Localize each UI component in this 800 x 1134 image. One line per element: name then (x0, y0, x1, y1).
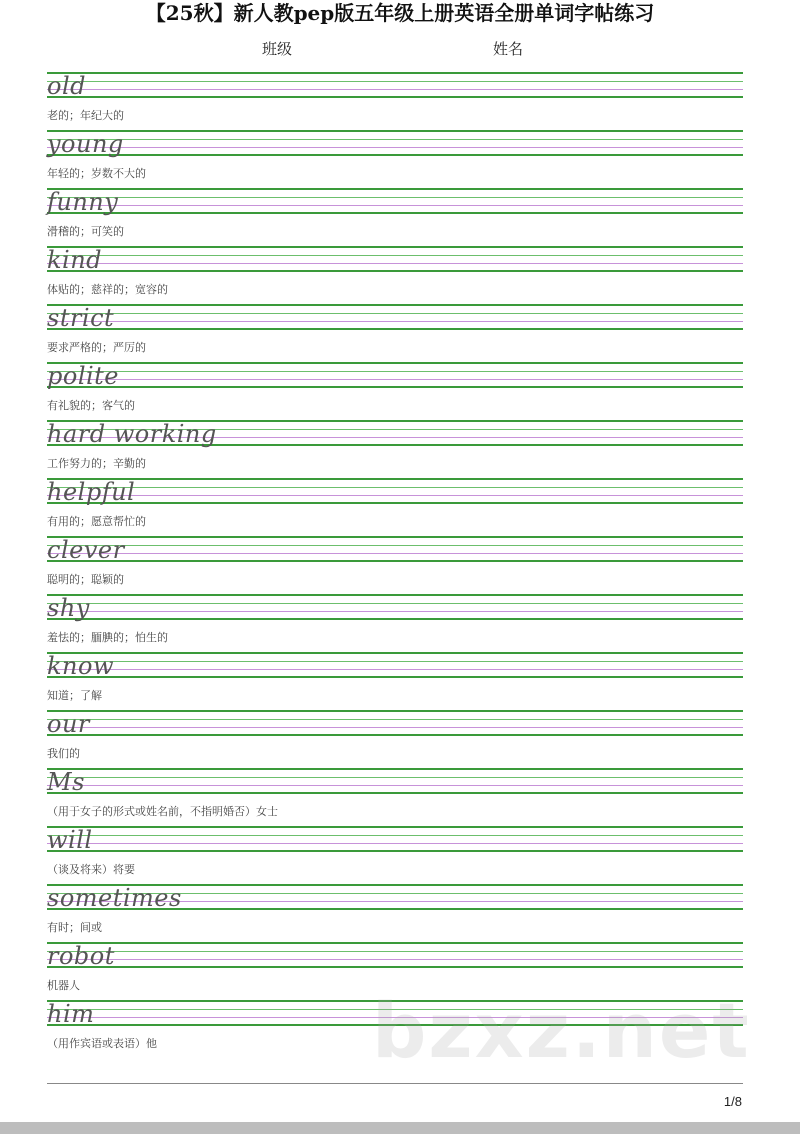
guide-line (47, 835, 743, 836)
english-word: clever (47, 536, 125, 564)
class-label: 班级 (262, 40, 293, 58)
guide-line (47, 560, 743, 562)
guide-line (47, 661, 743, 662)
word-entry (47, 710, 743, 768)
chinese-meaning: （用作宾语或表语）他 (47, 1037, 157, 1050)
guide-line (47, 81, 743, 82)
watermark: bzxz.net (372, 986, 751, 1075)
guide-line (47, 197, 743, 198)
english-word: know (47, 652, 114, 680)
guide-line (47, 147, 743, 148)
guide-line (47, 478, 743, 480)
guide-line (47, 603, 743, 604)
word-entry (47, 478, 743, 536)
chinese-meaning: 工作努力的；辛勤的 (47, 457, 146, 470)
word-entry (47, 246, 743, 304)
guide-line (47, 719, 743, 720)
chinese-meaning: （谈及将来）将要 (47, 863, 135, 876)
guide-line (47, 270, 743, 272)
guide-line (47, 536, 743, 538)
chinese-meaning: 聪明的；聪颖的 (47, 573, 124, 586)
word-entry (47, 768, 743, 826)
english-word: young (47, 130, 124, 158)
chinese-meaning: 知道；了解 (47, 689, 102, 702)
english-word: polite (47, 362, 120, 390)
guide-line (47, 676, 743, 678)
english-word: old (47, 72, 86, 100)
guide-line (47, 951, 743, 952)
guide-line (47, 792, 743, 794)
guide-line (47, 495, 743, 496)
chinese-meaning: 老的；年纪大的 (47, 109, 124, 122)
english-word: funny (47, 188, 119, 216)
guide-line (47, 130, 743, 132)
guide-line (47, 652, 743, 654)
chinese-meaning: 体贴的；慈祥的；宽容的 (47, 283, 168, 296)
chinese-meaning: 我们的 (47, 747, 80, 760)
english-word: hard working (47, 420, 217, 448)
name-label: 姓名 (493, 40, 524, 58)
guide-line (47, 594, 743, 596)
word-entry (47, 594, 743, 652)
guide-line (47, 618, 743, 620)
guide-line (47, 826, 743, 828)
english-word: helpful (47, 478, 136, 506)
guide-line (47, 966, 743, 968)
footer-divider (47, 1083, 743, 1084)
guide-line (47, 785, 743, 786)
guide-line (47, 263, 743, 264)
word-entry (47, 188, 743, 246)
guide-line (47, 545, 743, 546)
guide-line (47, 710, 743, 712)
english-word: strict (47, 304, 115, 332)
guide-line (47, 386, 743, 388)
page-title: 【25秋】新人教pep版五年级上册英语全册单词字帖练习 (145, 1, 655, 25)
guide-line (47, 96, 743, 98)
chinese-meaning: 有时；间或 (47, 921, 102, 934)
word-entry (47, 884, 743, 942)
guide-line (47, 321, 743, 322)
chinese-meaning: 要求严格的；严厉的 (47, 341, 146, 354)
guide-line (47, 942, 743, 944)
guide-line (47, 362, 743, 364)
guide-line (47, 139, 743, 140)
word-entry (47, 826, 743, 884)
guide-line (47, 154, 743, 156)
english-word: Ms (47, 768, 85, 796)
guide-line (47, 246, 743, 248)
guide-line (47, 487, 743, 488)
chinese-meaning: 滑稽的；可笑的 (47, 225, 124, 238)
guide-line (47, 371, 743, 372)
guide-line (47, 379, 743, 380)
word-entry (47, 130, 743, 188)
guide-line (47, 611, 743, 612)
guide-line (47, 72, 743, 74)
chinese-meaning: （用于女子的形式或姓名前，不指明婚否）女士 (47, 805, 278, 818)
guide-line (47, 727, 743, 728)
guide-line (47, 205, 743, 206)
chinese-meaning: 有用的；愿意帮忙的 (47, 515, 146, 528)
guide-line (47, 734, 743, 736)
english-word: sometimes (47, 884, 182, 912)
english-word: him (47, 1000, 95, 1028)
word-entry (47, 652, 743, 710)
guide-line (47, 843, 743, 844)
guide-line (47, 669, 743, 670)
english-word: will (47, 826, 93, 854)
guide-line (47, 850, 743, 852)
guide-line (47, 188, 743, 190)
guide-line (47, 212, 743, 214)
guide-line (47, 89, 743, 90)
word-entry (47, 420, 743, 478)
chinese-meaning: 年轻的；岁数不大的 (47, 167, 146, 180)
guide-line (47, 768, 743, 770)
word-entry (47, 72, 743, 130)
copybook-rows (47, 72, 743, 1058)
english-word: our (47, 710, 90, 738)
guide-line (47, 313, 743, 314)
word-entry (47, 304, 743, 362)
chinese-meaning: 有礼貌的；客气的 (47, 399, 135, 412)
english-word: kind (47, 246, 103, 274)
guide-line (47, 328, 743, 330)
guide-line (47, 255, 743, 256)
word-entry (47, 536, 743, 594)
english-word: robot (47, 942, 115, 970)
page-number: 1/8 (723, 1094, 742, 1109)
guide-line (47, 304, 743, 306)
guide-line (47, 959, 743, 960)
word-entry (47, 362, 743, 420)
guide-line (47, 553, 743, 554)
guide-line (47, 502, 743, 504)
chinese-meaning: 羞怯的；腼腆的；怕生的 (47, 631, 168, 644)
english-word: shy (47, 594, 90, 622)
chinese-meaning: 机器人 (47, 979, 80, 992)
guide-line (47, 777, 743, 778)
viewer-bottom-bar (0, 1122, 800, 1134)
